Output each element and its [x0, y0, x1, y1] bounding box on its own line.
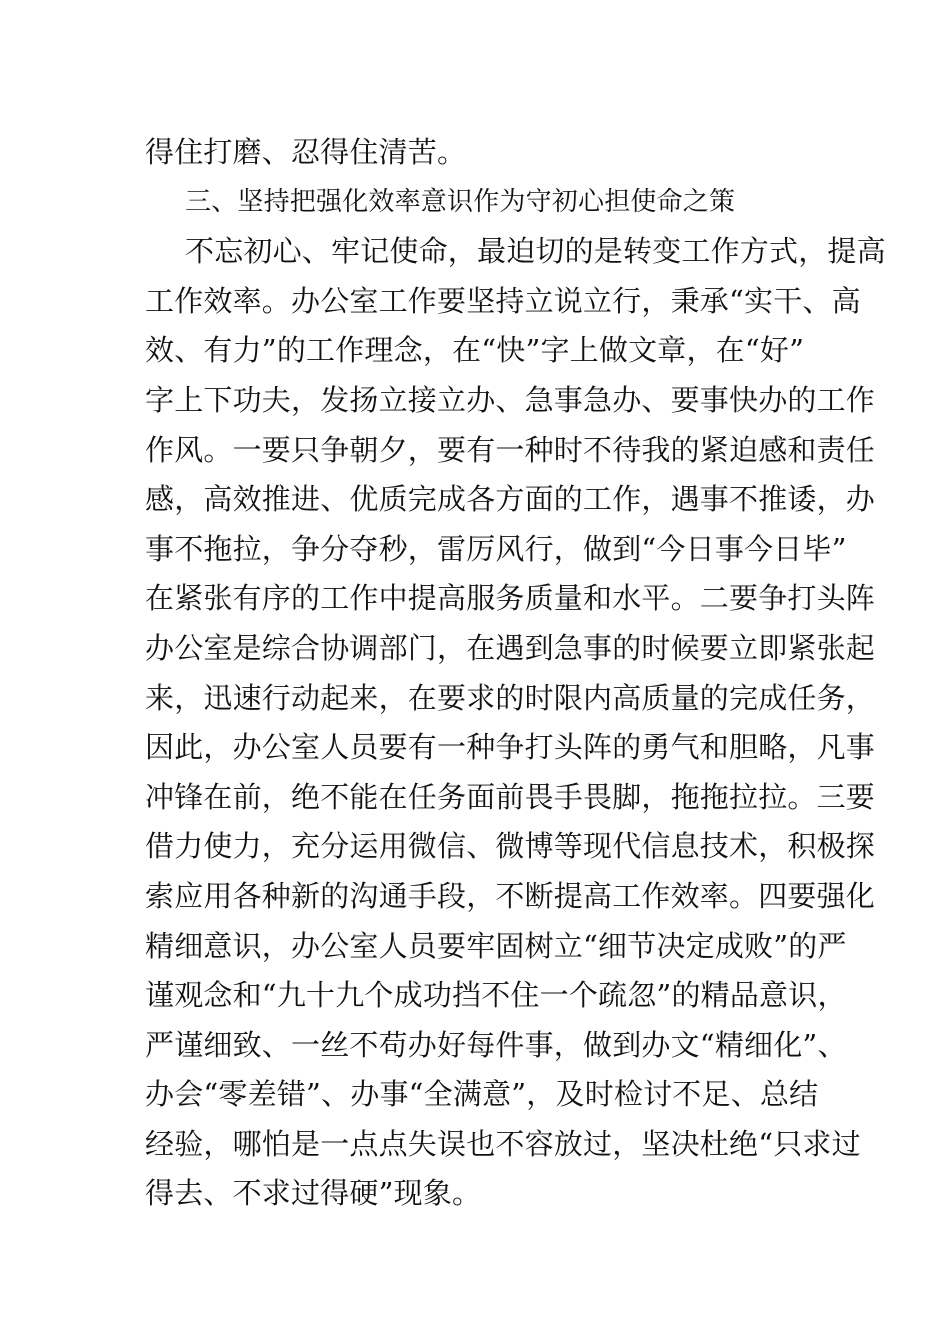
- paragraph-line: 作风。一要只争朝夕，要有一种时不待我的紧迫感和责任: [145, 432, 876, 467]
- paragraph-line: 索应用各种新的沟通手段，不断提高工作效率。四要强化: [145, 878, 876, 913]
- section-heading: 三、坚持把强化效率意识作为守初心担使命之策: [185, 186, 736, 217]
- paragraph-line: 办会“零差错”、办事“全满意”，及时检讨不足、总结: [145, 1077, 819, 1112]
- paragraph-line: 办公室是综合协调部门，在遇到急事的时候要立即紧张起: [145, 630, 876, 665]
- paragraph-line: 严谨细致、一丝不苟办好每件事，做到办文“精细化”、: [145, 1027, 847, 1062]
- paragraph-line: 因此，办公室人员要有一种争打头阵的勇气和胆略，凡事: [145, 730, 876, 765]
- paragraph-line: 经验，哪怕是一点点失误也不容放过，坚决杜绝“只求过: [145, 1126, 861, 1161]
- paragraph-line: 借力使力，充分运用微信、微博等现代信息技术，积极探: [145, 829, 876, 864]
- body-paragraph: [145, 227, 886, 1219]
- document-page: [145, 128, 886, 1219]
- paragraph-line: 谨观念和“九十九个成功挡不住一个疏忽”的精品意识，: [145, 978, 847, 1013]
- paragraph-line: 在紧张有序的工作中提高服务质量和水平。二要争打头阵: [145, 581, 876, 616]
- paragraph-line: 来，迅速行动起来，在要求的时限内高质量的完成任务，: [145, 680, 876, 715]
- paragraph-line: 效、有力”的工作理念，在“快”字上做文章，在“好”: [145, 333, 805, 368]
- paragraph-line: 事不拖拉，争分夺秒，雷厉风行，做到“今日事今日毕”: [145, 531, 847, 566]
- continuation-line: 得住打磨、忍得住清苦。: [145, 135, 467, 169]
- paragraph-line: 得去、不求过得硬”现象。: [145, 1176, 482, 1211]
- paragraph-line: 字上下功夫，发扬立接立办、急事急办、要事快办的工作: [145, 382, 876, 417]
- paragraph-line: 感，高效推进、优质完成各方面的工作，遇事不推诿，办: [145, 482, 876, 517]
- paragraph-line: 不忘初心、牢记使命，最迫切的是转变工作方式，提高: [185, 234, 886, 269]
- paragraph-line: 工作效率。办公室工作要坚持立说立行，秉承“实干、高: [145, 283, 861, 318]
- paragraph-line: 精细意识，办公室人员要牢固树立“细节决定成败”的严: [145, 928, 847, 963]
- paragraph-line: 冲锋在前，绝不能在任务面前畏手畏脚，拖拖拉拉。三要: [145, 779, 876, 814]
